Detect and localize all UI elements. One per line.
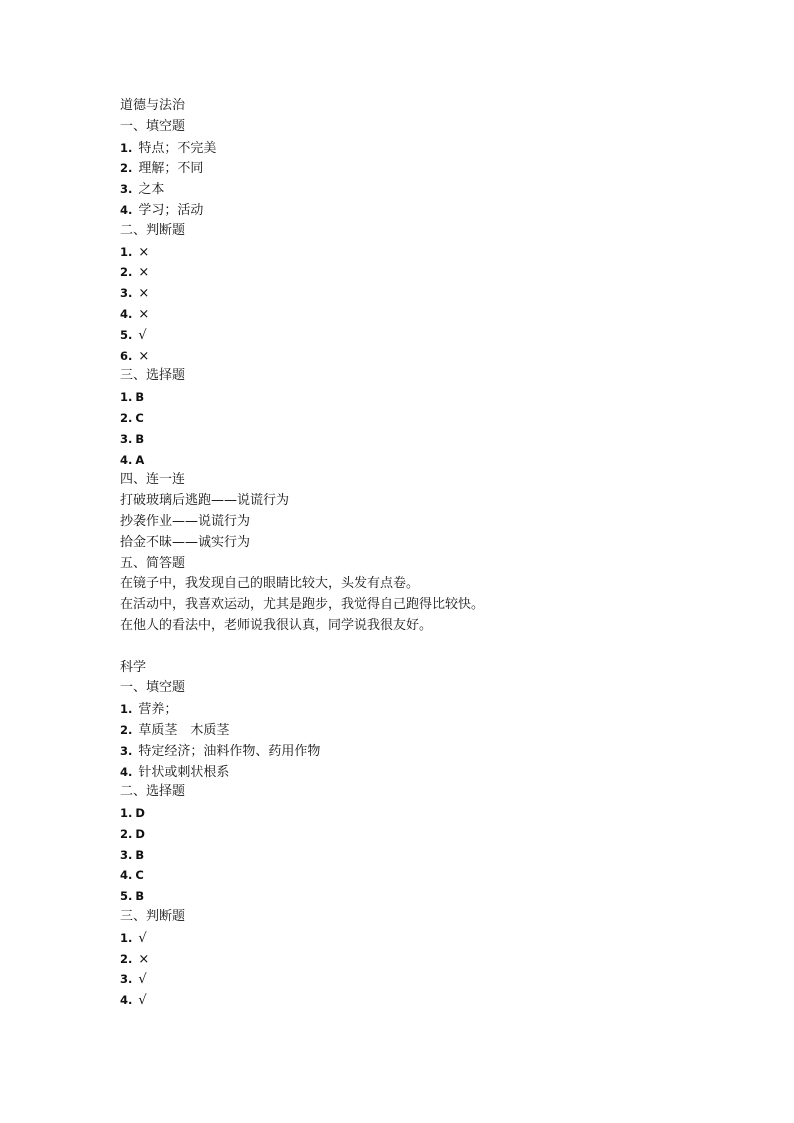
science-fill-item-4 bbox=[120, 762, 720, 783]
answer-document bbox=[120, 96, 720, 1011]
ethics-fill-item-4 bbox=[120, 200, 720, 221]
item-number: 4. bbox=[120, 452, 133, 467]
item-number: 2. bbox=[120, 826, 133, 841]
item-number: 4. bbox=[120, 868, 133, 883]
ethics-short-item-2: 在活动中，我喜欢运动，尤其是跑步，我觉得自己跑得比较快。 bbox=[120, 597, 485, 613]
item-answer: 针状或刺状根系 bbox=[138, 764, 230, 780]
science-choice-item-1 bbox=[120, 803, 720, 824]
item-number: 3. bbox=[120, 286, 133, 301]
ethics-judge-item-4 bbox=[120, 304, 720, 325]
section-spacer bbox=[120, 637, 720, 658]
science-judge-item-3 bbox=[120, 969, 720, 990]
item-answer: 草质茎 木质茎 bbox=[138, 722, 230, 738]
item-number: 5. bbox=[120, 889, 133, 904]
item-answer: B bbox=[135, 889, 145, 904]
item-number: 2. bbox=[120, 722, 133, 737]
item-answer: 之本 bbox=[138, 182, 165, 198]
check-mark-icon: √ bbox=[138, 993, 147, 1009]
cross-mark-icon: × bbox=[138, 951, 150, 967]
ethics-choice-item-3 bbox=[120, 429, 720, 450]
item-answer: B bbox=[135, 431, 145, 446]
item-number: 1. bbox=[120, 702, 133, 717]
ethics-judge-item-3 bbox=[120, 283, 720, 304]
ethics-match-item-2: 抄袭作业——说谎行为 bbox=[120, 513, 251, 529]
item-number: 4. bbox=[120, 993, 133, 1008]
ethics-fill-item-2 bbox=[120, 158, 720, 179]
item-number: 2. bbox=[120, 410, 133, 425]
ethics-short-item-1: 在镜子中，我发现自己的眼睛比较大，头发有点卷。 bbox=[120, 576, 420, 592]
item-number: 1. bbox=[120, 390, 133, 405]
cross-mark-icon: × bbox=[138, 348, 150, 364]
ethics-short-item-3: 在他人的看法中，老师说我很认真，同学说我很友好。 bbox=[120, 617, 433, 633]
item-answer: C bbox=[135, 410, 144, 425]
ethics-match-item-3: 拾金不昧——诚实行为 bbox=[120, 534, 251, 550]
item-number: 3. bbox=[120, 743, 133, 758]
science-choice-item-4 bbox=[120, 865, 720, 886]
cross-mark-icon: × bbox=[138, 306, 150, 322]
ethics-match-heading: 四、连一连 bbox=[120, 472, 186, 488]
item-answer: B bbox=[135, 847, 145, 862]
item-number: 4. bbox=[120, 764, 133, 779]
ethics-choice-item-2 bbox=[120, 408, 720, 429]
item-number: 5. bbox=[120, 327, 133, 342]
check-mark-icon: √ bbox=[138, 930, 147, 946]
item-number: 1. bbox=[120, 140, 133, 155]
item-answer: D bbox=[135, 806, 145, 821]
item-number: 4. bbox=[120, 306, 133, 321]
ethics-fill-item-1 bbox=[120, 138, 720, 159]
science-judge-item-2 bbox=[120, 949, 720, 970]
ethics-judge-item-5 bbox=[120, 325, 720, 346]
check-mark-icon: √ bbox=[138, 972, 147, 988]
science-choice-item-3 bbox=[120, 845, 720, 866]
science-choice-heading: 二、选择题 bbox=[120, 784, 186, 800]
ethics-choice-item-1 bbox=[120, 387, 720, 408]
ethics-judge-item-1 bbox=[120, 242, 720, 263]
item-answer: A bbox=[135, 452, 145, 467]
ethics-fill-item-3 bbox=[120, 179, 720, 200]
item-answer: 营养； bbox=[138, 702, 178, 718]
item-answer: C bbox=[135, 868, 144, 883]
check-mark-icon: √ bbox=[138, 327, 147, 343]
science-fill-item-3 bbox=[120, 741, 720, 762]
ethics-fill-heading: 一、填空题 bbox=[120, 118, 186, 134]
cross-mark-icon: × bbox=[138, 286, 150, 302]
science-choice-item-5 bbox=[120, 886, 720, 907]
science-choice-item-2 bbox=[120, 824, 720, 845]
item-number: 2. bbox=[120, 161, 133, 176]
science-judge-item-1 bbox=[120, 928, 720, 949]
science-fill-item-2 bbox=[120, 720, 720, 741]
item-number: 3. bbox=[120, 847, 133, 862]
item-number: 3. bbox=[120, 431, 133, 446]
ethics-title: 道德与法治 bbox=[120, 98, 186, 113]
ethics-judge-heading: 二、判断题 bbox=[120, 222, 186, 238]
ethics-judge-item-6 bbox=[120, 346, 720, 367]
item-answer: D bbox=[135, 826, 145, 841]
item-number: 2. bbox=[120, 951, 133, 966]
ethics-short-heading: 五、简答题 bbox=[120, 555, 186, 571]
ethics-choice-item-4 bbox=[120, 450, 720, 471]
science-judge-item-4 bbox=[120, 990, 720, 1011]
science-title: 科学 bbox=[120, 659, 147, 675]
item-number: 3. bbox=[120, 182, 133, 197]
item-number: 3. bbox=[120, 972, 133, 987]
item-answer: B bbox=[135, 390, 145, 405]
item-number: 1. bbox=[120, 806, 133, 821]
item-number: 1. bbox=[120, 930, 133, 945]
item-number: 6. bbox=[120, 348, 133, 363]
cross-mark-icon: × bbox=[138, 244, 150, 260]
item-number: 1. bbox=[120, 244, 133, 259]
ethics-judge-item-2 bbox=[120, 262, 720, 283]
item-answer: 特点；不完美 bbox=[138, 140, 217, 156]
science-judge-heading: 三、判断题 bbox=[120, 909, 186, 925]
item-answer: 学习；活动 bbox=[138, 202, 204, 218]
ethics-choice-heading: 三、选择题 bbox=[120, 368, 186, 384]
item-answer: 理解；不同 bbox=[138, 161, 204, 177]
cross-mark-icon: × bbox=[138, 265, 150, 281]
item-answer: 特定经济；油料作物、药用作物 bbox=[138, 743, 321, 759]
item-number: 2. bbox=[120, 265, 133, 280]
ethics-match-item-1: 打破玻璃后逃跑——说谎行为 bbox=[120, 493, 290, 509]
science-fill-item-1 bbox=[120, 699, 720, 720]
science-fill-heading: 一、填空题 bbox=[120, 680, 186, 696]
item-number: 4. bbox=[120, 202, 133, 217]
